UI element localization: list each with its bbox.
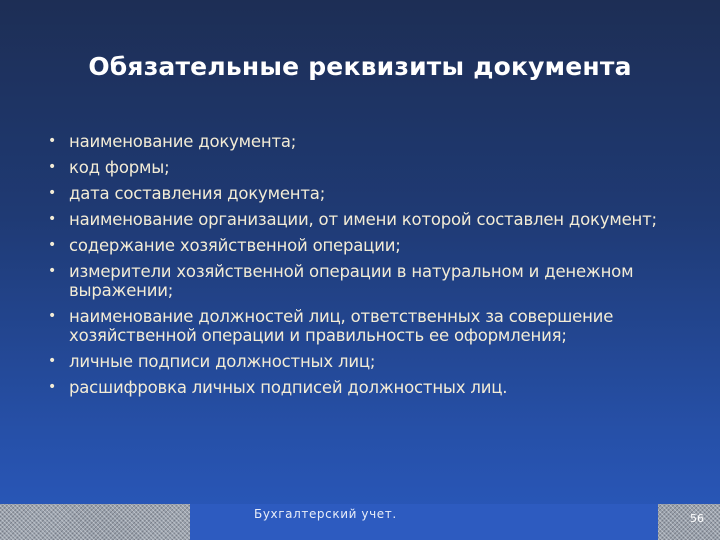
list-item-text: личные подписи должностных лиц; xyxy=(69,352,376,371)
list-item xyxy=(48,132,688,151)
list-item-text: наименование организации, от имени которой составлен документ; xyxy=(69,210,657,229)
bullet-icon: • xyxy=(48,263,57,279)
bullet-icon: • xyxy=(48,308,57,324)
list-item xyxy=(48,184,688,203)
requisites-list xyxy=(48,132,688,404)
bullet-icon: • xyxy=(48,159,57,175)
bullet-icon: • xyxy=(48,185,57,201)
bullet-icon: • xyxy=(48,211,57,227)
list-item-text: содержание хозяйственной операции; xyxy=(69,236,401,255)
list-item xyxy=(48,262,688,300)
list-item xyxy=(48,210,688,229)
slide-title: Обязательные реквизиты документа xyxy=(88,52,632,81)
list-item xyxy=(48,307,688,345)
bullet-icon: • xyxy=(48,379,57,395)
list-item-text: измерители хозяйственной операции в натуральном и денежном выражении; xyxy=(69,262,634,300)
list-item xyxy=(48,158,688,177)
bullet-icon: • xyxy=(48,353,57,369)
list-item-text: дата составления документа; xyxy=(69,184,326,203)
list-item-text: код формы; xyxy=(69,158,170,177)
list-item-text: наименование должностей лиц, ответственных за совершение хозяйственной операции и правильность ее оформления; xyxy=(69,307,614,345)
list-item-text: расшифровка личных подписей должностных лиц. xyxy=(69,378,508,397)
list-item xyxy=(48,352,688,371)
list-item-text: наименование документа; xyxy=(69,132,297,151)
page-number: 56 xyxy=(690,512,704,525)
bullet-icon: • xyxy=(48,133,57,149)
bullet-icon: • xyxy=(48,237,57,253)
list-item xyxy=(48,378,688,397)
list-item xyxy=(48,236,688,255)
footer-text: Бухгалтерский учет. xyxy=(254,507,397,521)
